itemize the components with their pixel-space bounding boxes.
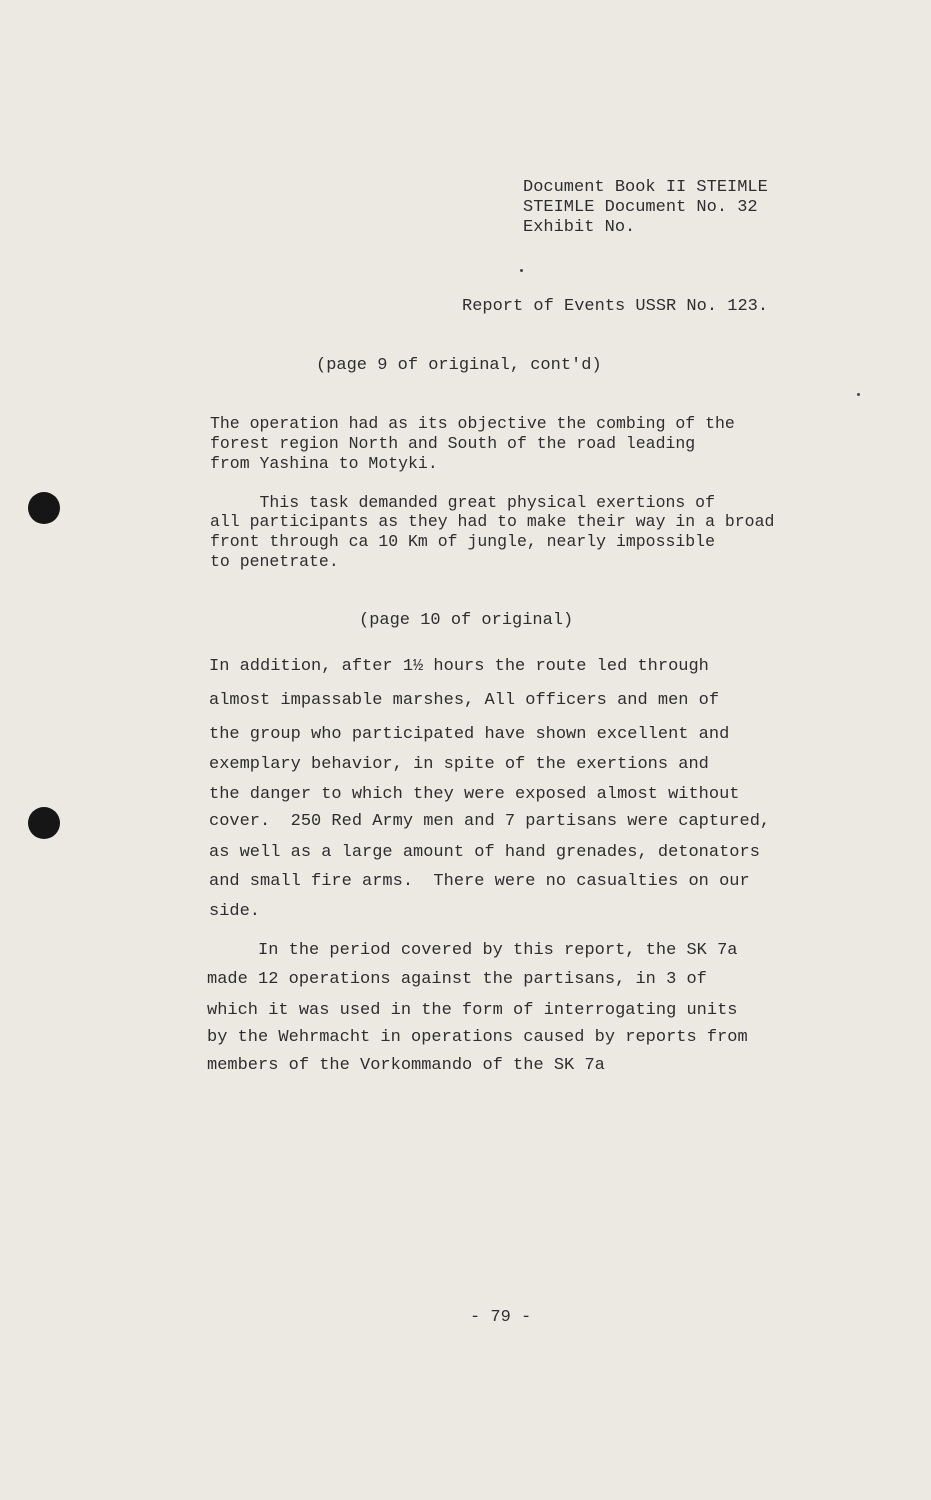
text-line: and small fire arms. There were no casualties on our (209, 872, 750, 891)
punch-hole-bottom (28, 807, 60, 839)
page-9-label: (page 9 of original, cont'd) (316, 356, 602, 375)
text-line: This task demanded great physical exertions of (210, 493, 715, 512)
text-line: front through ca 10 Km of jungle, nearly impossible (210, 532, 715, 551)
text-line: almost impassable marshes, All officers and men of (209, 691, 720, 710)
text-line: as well as a large amount of hand grenades, detonators (209, 843, 760, 862)
header-line-1: Document Book II STEIMLE (523, 178, 768, 197)
header-line-2: STEIMLE Document No. 32 (523, 198, 758, 217)
text-line: exemplary behavior, in spite of the exertions and (209, 755, 709, 774)
report-title: Report of Events USSR No. 123. (462, 297, 769, 316)
text-line: made 12 operations against the partisans, in 3 of (207, 970, 707, 989)
text-line: In addition, after 1½ hours the route led through (209, 657, 709, 676)
text-line: The operation had as its objective the combing of the (210, 414, 735, 433)
text-line: by the Wehrmacht in operations caused by reports from (207, 1028, 748, 1047)
stray-mark (857, 393, 860, 396)
punch-hole-top (28, 492, 60, 524)
text-line: members of the Vorkommando of the SK 7a (207, 1056, 605, 1075)
stray-mark (520, 269, 523, 272)
text-line: from Yashina to Motyki. (210, 454, 438, 473)
text-line: cover. 250 Red Army men and 7 partisans were captured, (209, 812, 771, 831)
text-line: the group who participated have shown excellent and (209, 725, 730, 744)
text-line: In the period covered by this report, the SK 7a (207, 941, 738, 960)
text-line: the danger to which they were exposed almost without (209, 785, 740, 804)
header-line-3: Exhibit No. (523, 218, 636, 237)
page-number: - 79 - (470, 1308, 532, 1327)
text-line: forest region North and South of the road leading (210, 434, 696, 453)
text-line: to penetrate. (210, 552, 339, 571)
text-line: all participants as they had to make their way in a broad (210, 512, 775, 531)
text-line: which it was used in the form of interrogating units (207, 1001, 738, 1020)
text-line: side. (209, 902, 261, 921)
page-10-label: (page 10 of original) (359, 611, 574, 630)
